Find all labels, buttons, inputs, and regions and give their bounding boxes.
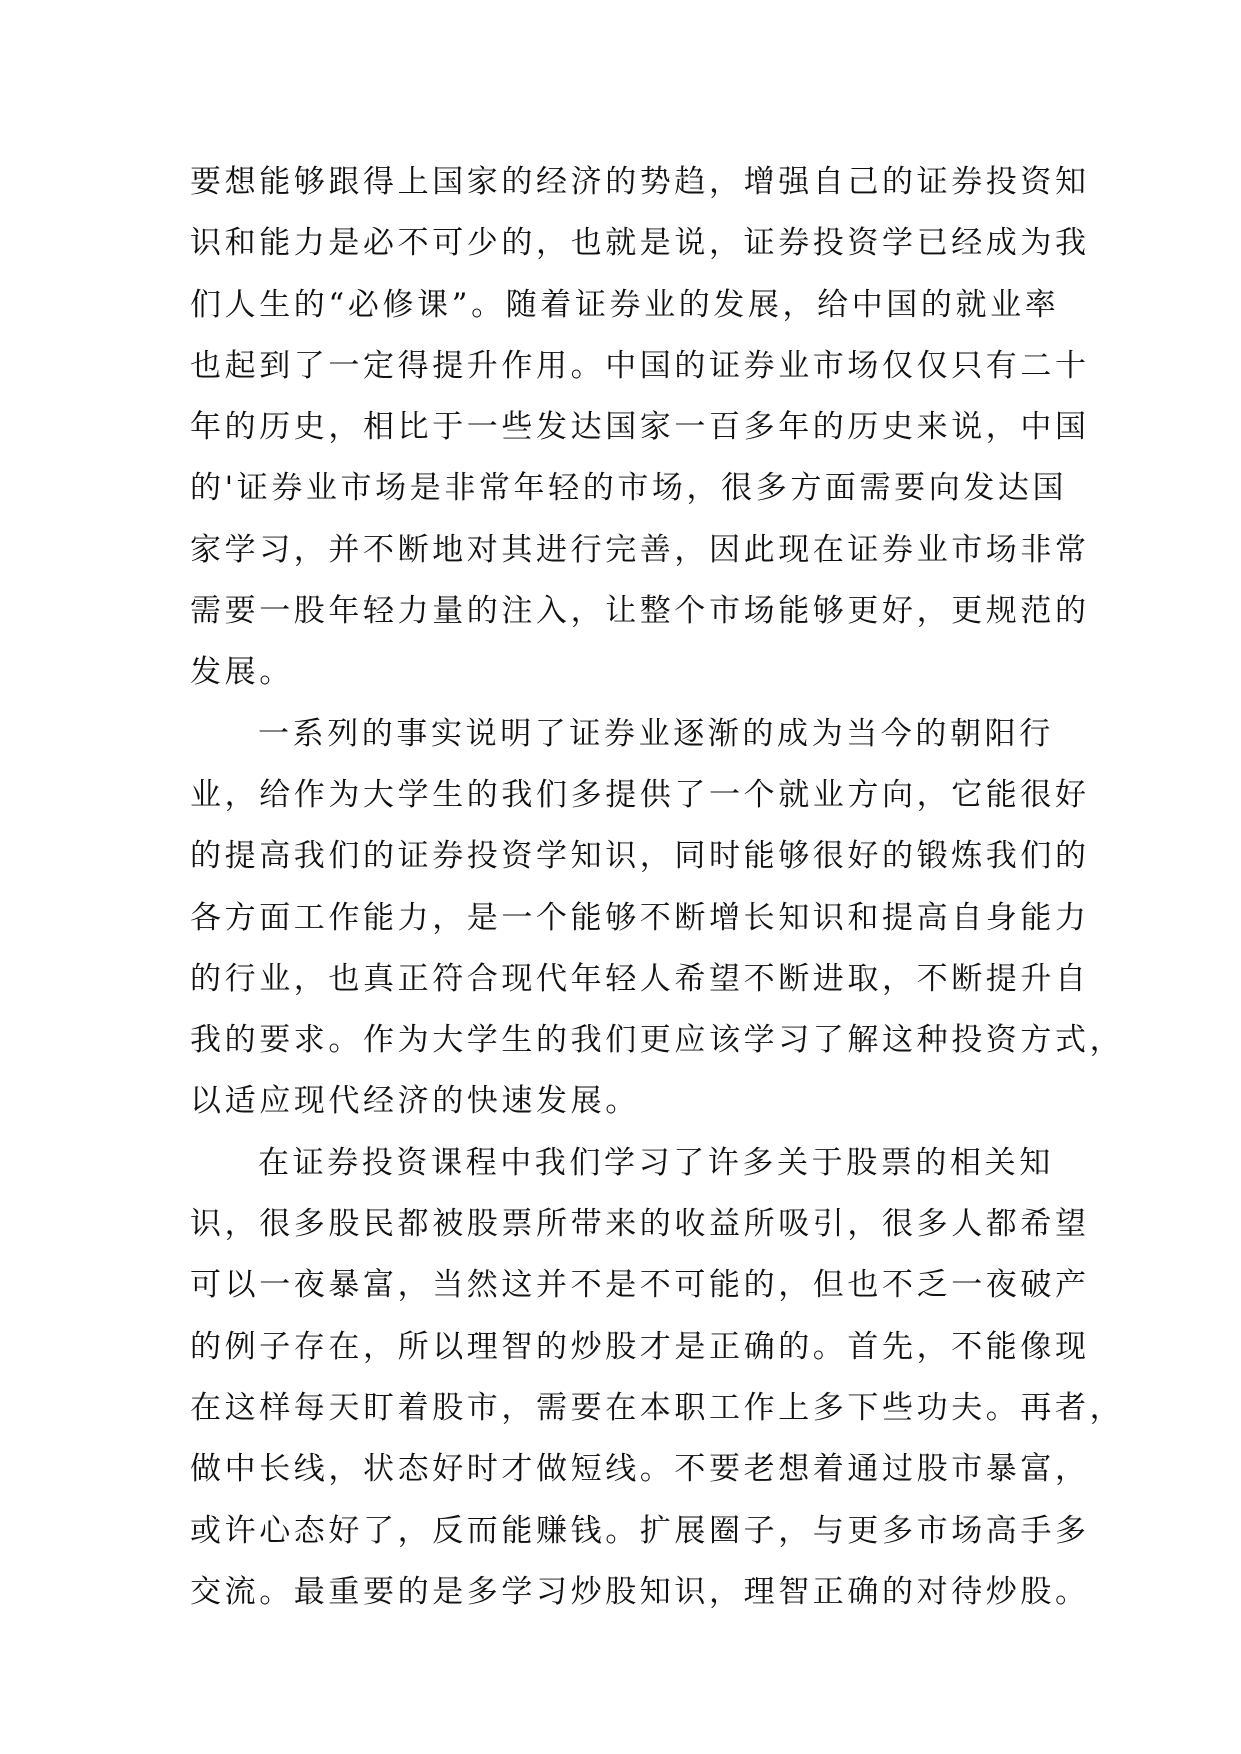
paragraph-3-line: 在证券投资课程中我们学习了许多关于股票的相关知: [258, 1144, 1054, 1181]
paragraph-2-line: 各方面工作能力，是一个能够不断增长知识和提高自身能力: [190, 899, 1090, 936]
paragraph-3-line: 交流。最重要的是多学习炒股知识，理智正确的对待炒股。: [190, 1573, 1090, 1610]
paragraph-1-line: 要想能够跟得上国家的经济的势趋，增强自己的证券投资知: [190, 164, 1090, 200]
paragraph-1-line: 年的历史，相比于一些发达国家一百多年的历史来说，中国: [190, 409, 1090, 446]
paragraph-2-line: 的行业，也真正符合现代年轻人希望不断进取，不断提升自: [190, 960, 1090, 997]
paragraph-3-line: 在这样每天盯着股市，需要在本职工作上多下些功夫。再者，: [190, 1389, 1125, 1426]
paragraph-1-line: 们人生的“必修课”。随着证券业的发展，给中国的就业率: [190, 286, 1060, 323]
paragraph-3-line: 做中长线，状态好时才做短线。不要老想着通过股市暴富，: [190, 1451, 1090, 1488]
paragraph-2-line: 的提高我们的证券投资学知识，同时能够很好的锻炼我们的: [190, 838, 1090, 875]
document-body: [190, 152, 1125, 1623]
paragraph-3-line: 可以一夜暴富，当然这并不是不可能的，但也不乏一夜破产: [190, 1267, 1090, 1304]
paragraph-1-line: 家学习，并不断地对其进行完善，因此现在证券业市场非常: [190, 531, 1090, 568]
paragraph-1-line: 也起到了一定得提升作用。中国的证券业市场仅仅只有二十: [190, 347, 1090, 384]
paragraph-3-line: 的例子存在，所以理智的炒股才是正确的。首先，不能像现: [190, 1328, 1090, 1365]
paragraph-2-line: 以适应现代经济的快速发展。: [190, 1083, 640, 1120]
paragraph-1-line: 发展。: [190, 654, 294, 691]
paragraph-2-line: 业，给作为大学生的我们多提供了一个就业方向，它能很好: [190, 776, 1090, 813]
paragraph-2-line: 一系列的事实说明了证券业逐渐的成为当今的朝阳行: [258, 715, 1054, 752]
paragraph-1-line: 需要一股年轻力量的注入，让整个市场能够更好，更规范的: [190, 593, 1090, 630]
paragraph-3-line: 或许心态好了，反而能赚钱。扩展圈子，与更多市场高手多: [190, 1512, 1090, 1549]
paragraph-1-line: 的'证券业市场是非常年轻的市场，很多方面需要向发达国: [190, 470, 1068, 507]
paragraph-2-line: 我的要求。作为大学生的我们更应该学习了解这种投资方式，: [190, 1022, 1125, 1059]
paragraph-3-line: 识，很多股民都被股票所带来的收益所吸引，很多人都希望: [190, 1206, 1090, 1243]
paragraph-1-line: 识和能力是必不可少的，也就是说，证券投资学已经成为我: [190, 225, 1090, 262]
